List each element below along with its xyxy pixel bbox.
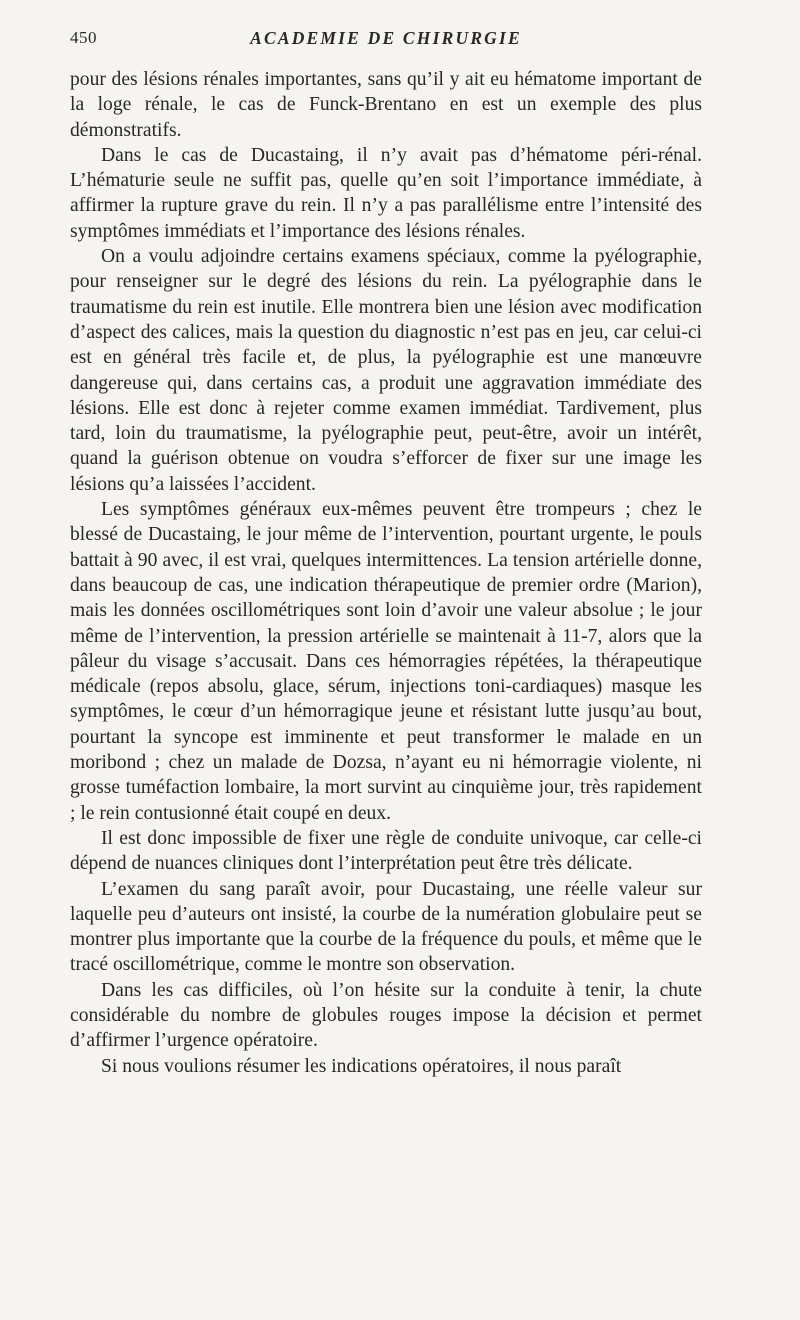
running-title: ACADEMIE DE CHIRURGIE [250,28,522,48]
page-number: 450 [70,28,97,47]
page-header [70,28,702,52]
paragraph-6: L’examen du sang paraît avoir, pour Ducastaing, une réelle valeur sur laquelle peu d’auteurs ont insisté, la courbe de la numération globulaire peut se montrer plus importante que la courbe de la fréquence du pouls, et même que le tracé oscillométrique, comme le montre son observation. [70,878,702,976]
paragraph-1: pour des lésions rénales importantes, sans qu’il y ait eu hématome important de la loge rénale, le cas de Funck-Brentano en est un exemple des plus démonstratifs. [70,69,702,141]
paragraph-7: Dans les cas difficiles, où l’on hésite sur la conduite à tenir, la chute considérable du nombre de globules rouges impose la décision et permet d’affirmer l’urgence opératoire. [70,979,702,1052]
body-text [70,67,702,1079]
paragraph-5: Il est donc impossible de fixer une règle de conduite univoque, car celle-ci dépend de nuances cliniques dont l’interprétation peut être très délicate. [70,827,702,875]
paragraph-3: On a voulu adjoindre certains examens spéciaux, comme la pyélographie, pour renseigner sur le degré des lésions du rein. La pyélographie dans le traumatisme du rein est inutile. Elle montrera bien une lésion avec modification d’aspect des calices, mais la question du diagnostic n’est pas en jeu, car celui-ci est en général très facile et, de plus, la pyélographie est une manœuvre dangereuse qui, dans certains cas, a produit une aggravation immédiate des lésions. Elle est donc à rejeter comme examen immédiat. Tardivement, plus tard, loin du traumatisme, la pyélographie peut, peut-être, avoir un intérêt, quand la guérison obtenue on voudra s’efforcer de fixer sur une image les lésions qu’a laissées l’accident. [70,246,702,495]
paragraph-8: Si nous voulions résumer les indications opératoires, il nous paraît [101,1055,622,1077]
paragraph-2: Dans le cas de Ducastaing, il n’y avait pas d’hématome péri-rénal. L’hématurie seule ne suffit pas, quelle qu’en soit l’importance immédiate, à affirmer la rupture grave du rein. Il n’y a pas parallélisme entre l’intensité des symptômes immédiats et l’importance des lésions rénales. [70,144,702,242]
paragraph-4: Les symptômes généraux eux-mêmes peuvent être trompeurs ; chez le blessé de Ducastaing, le jour même de l’intervention, pourtant urgente, le pouls battait à 90 avec, il est vrai, quelques intermittences. La tension artérielle donne, dans beaucoup de cas, une indication thérapeutique de premier ordre (Marion), mais les données oscillométriques sont loin d’avoir une valeur absolue ; le jour même de l’intervention, la pression artérielle se maintenait à 11-7, alors que la pâleur du visage s’accusait. Dans ces hémorragies répétées, la thérapeutique médicale (repos absolu, glace, sérum, injections toni-cardiaques) masque les symptômes, le cœur d’un hémorragique jeune et résistant lutte jusqu’au bout, pourtant la syncope est imminente et peut transformer le malade en un moribond ; chez un malade de Dozsa, n’ayant eu ni hémorragie violente, ni grosse tuméfaction lombaire, la mort survint au cinquième jour, très rapidement ; le rein contusionné était coupé en deux. [70,499,702,824]
